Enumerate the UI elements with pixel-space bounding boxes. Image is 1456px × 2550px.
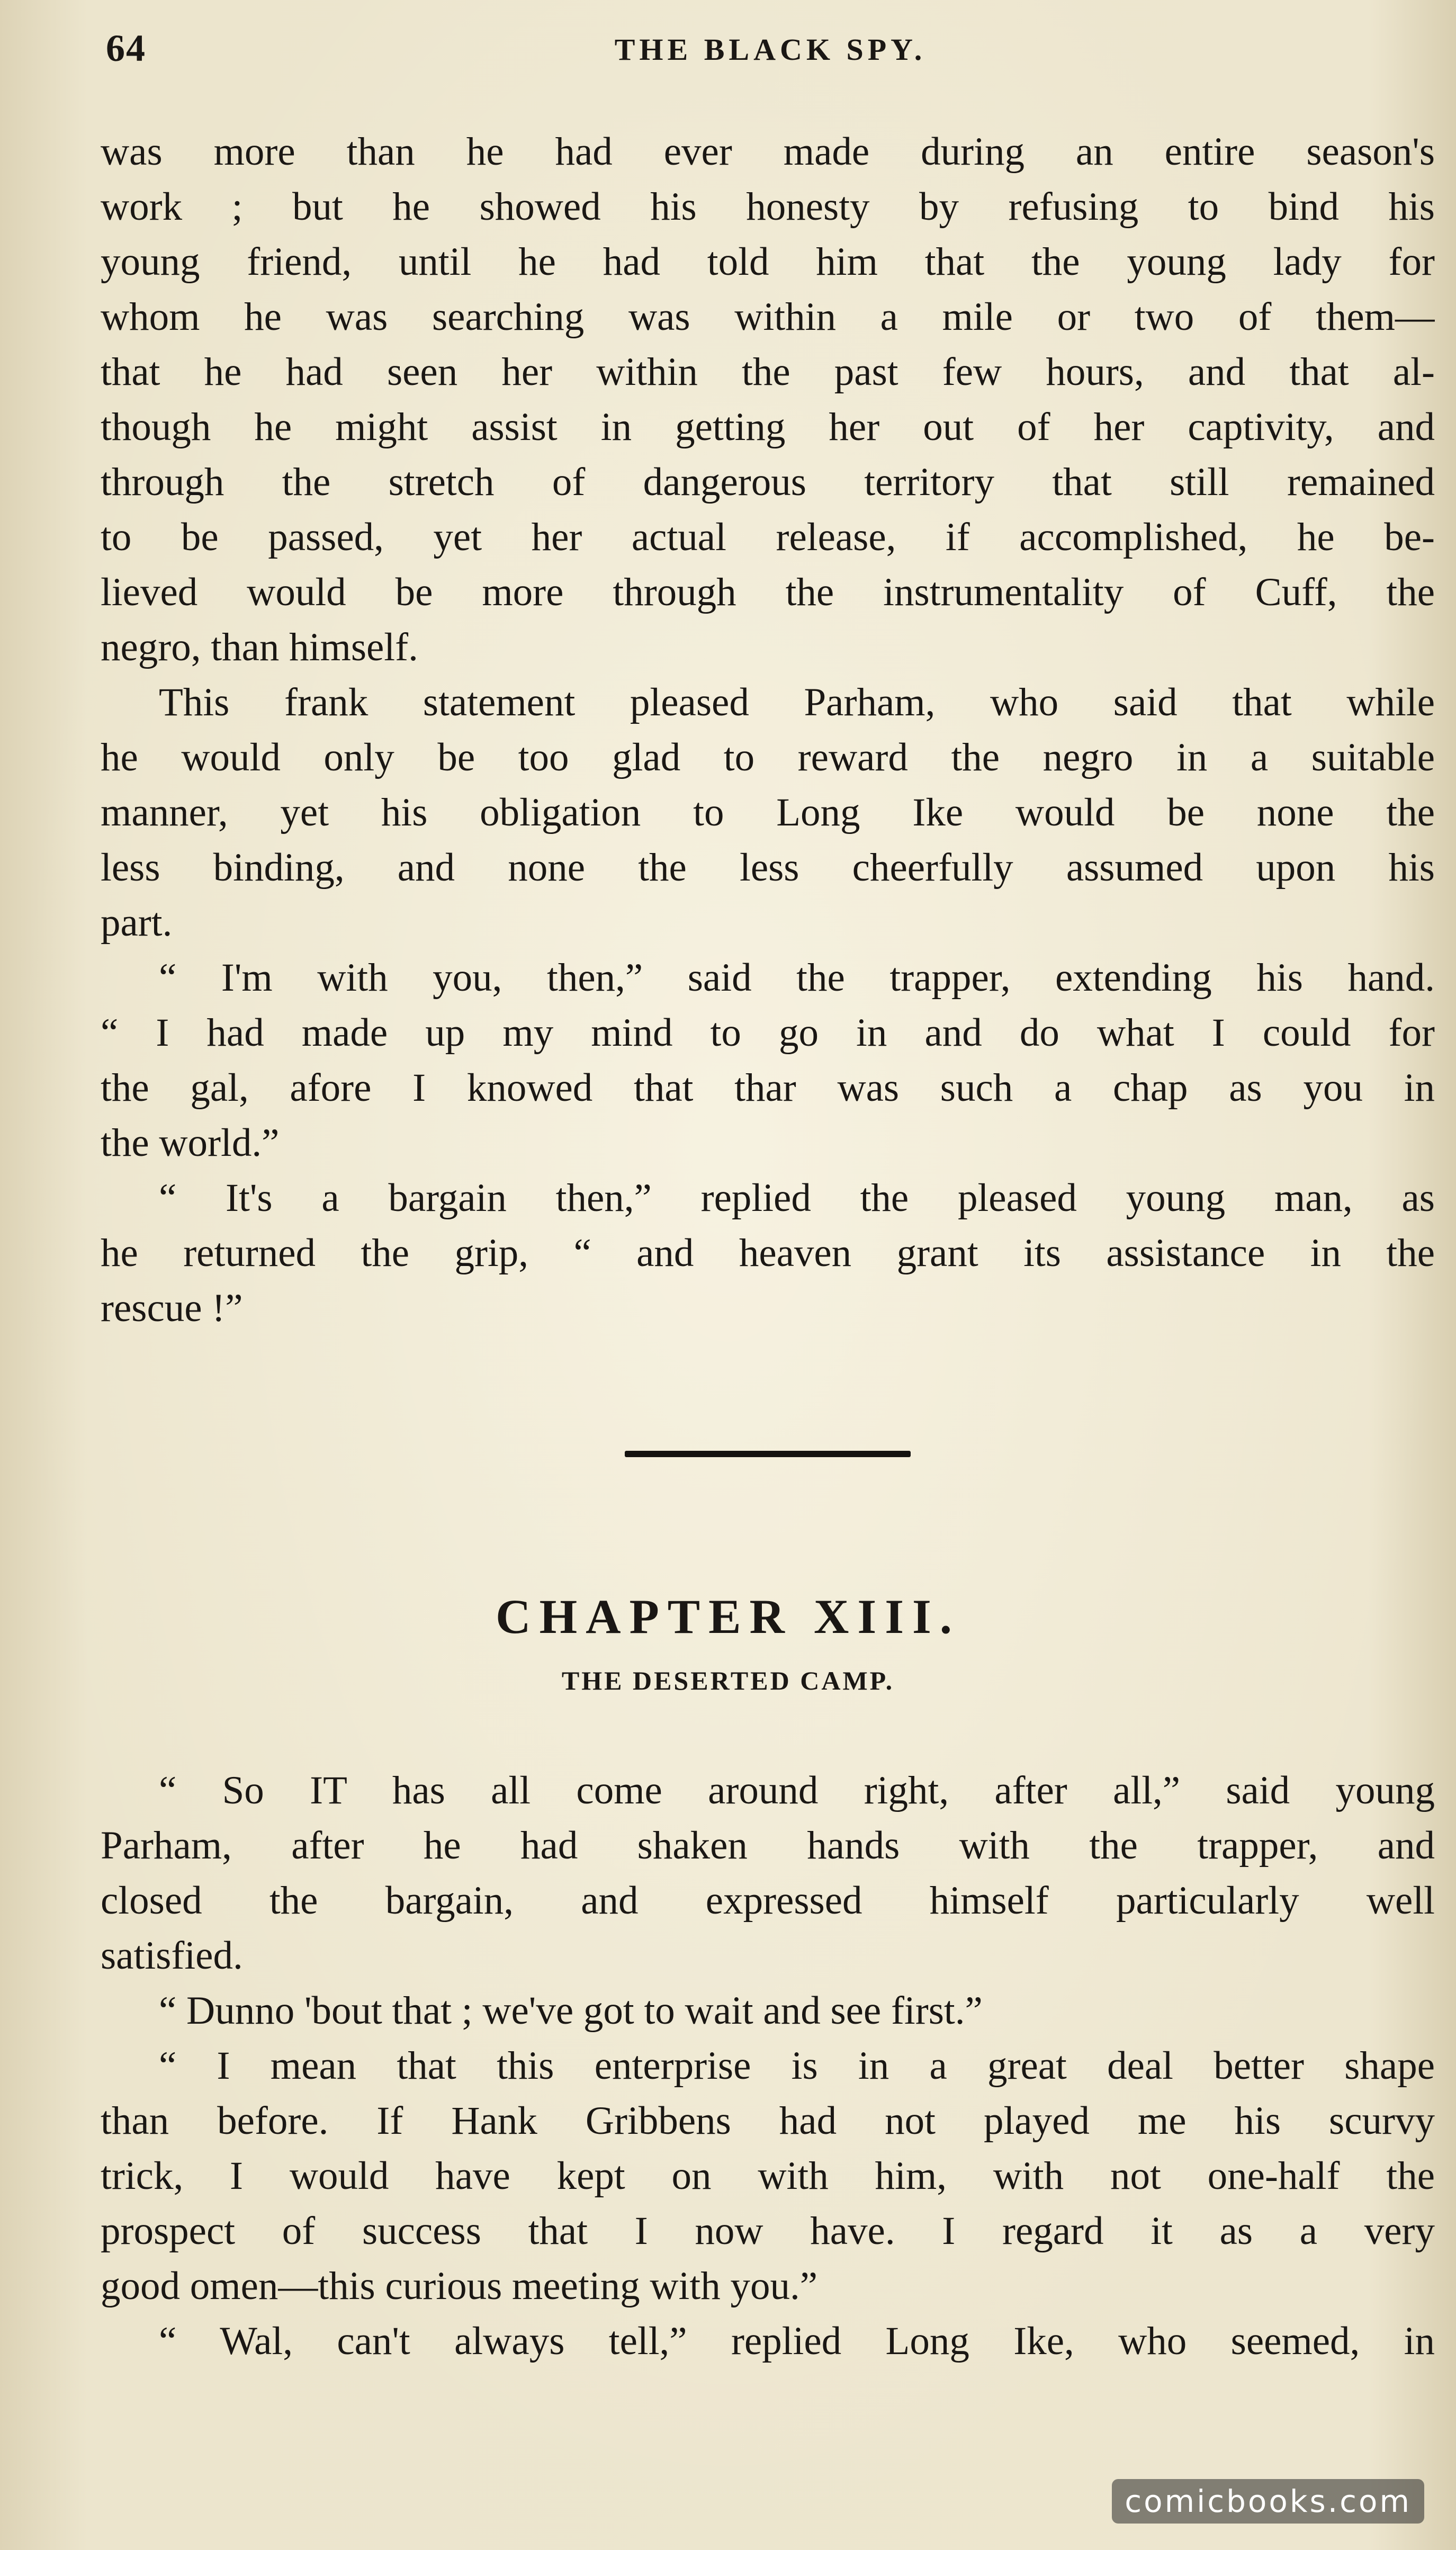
body-text-section-2 xyxy=(101,1763,1435,2369)
text-line: satisfied. xyxy=(101,1934,243,1978)
text-line: negro, than himself. xyxy=(101,625,418,669)
running-head: THE BLACK SPY. xyxy=(614,32,927,67)
page-header xyxy=(106,26,1435,85)
text-line: the gal, afore I knowed that thar was such a chap as you in xyxy=(101,1066,1435,1110)
text-line: work ; but he showed his honesty by refusing to bind his xyxy=(101,185,1435,229)
text-line: was more than he had ever made during an entire season's xyxy=(101,130,1435,174)
text-line: whom he was searching was within a mile or two of them— xyxy=(101,295,1435,339)
text-line: trick, I would have kept on with him, with not one-half the xyxy=(101,2154,1435,2198)
watermark: comicbooks.com xyxy=(1112,2479,1424,2524)
text-line: “ Wal, can't always tell,” replied Long Ike, who seemed, in xyxy=(159,2319,1435,2363)
text-line: “ Dunno 'bout that ; we've got to wait and see first.” xyxy=(159,1989,983,2033)
body-text-section-1 xyxy=(101,124,1435,1336)
text-line: that he had seen her within the past few hours, and that al- xyxy=(101,350,1435,394)
text-line: young friend, until he had told him that the young lady for xyxy=(101,240,1435,284)
text-line: This frank statement pleased Parham, who said that while xyxy=(159,680,1435,724)
text-line: than before. If Hank Gribbens had not played me his scurvy xyxy=(101,2099,1435,2143)
text-line: he returned the grip, “ and heaven grant its assistance in the xyxy=(101,1231,1435,1275)
text-line: he would only be too glad to reward the negro in a suitable xyxy=(101,735,1435,779)
text-line: through the stretch of dangerous territory that still remained xyxy=(101,460,1435,504)
chapter-title: CHAPTER XIII. xyxy=(496,1590,960,1644)
section-divider xyxy=(625,1451,911,1461)
text-line: part. xyxy=(101,901,173,945)
text-line: closed the bargain, and expressed himself particularly well xyxy=(101,1879,1435,1923)
text-line: “ I had made up my mind to go in and do what I could for xyxy=(101,1011,1435,1055)
text-line: Parham, after he had shaken hands with the trapper, and xyxy=(101,1824,1435,1867)
text-line: “ So IT has all come around right, after all,” said young xyxy=(159,1768,1435,1812)
text-line: the world.” xyxy=(101,1121,280,1165)
text-line: “ It's a bargain then,” replied the pleased young man, as xyxy=(159,1176,1435,1220)
text-line: rescue !” xyxy=(101,1286,243,1330)
text-line: manner, yet his obligation to Long Ike would be none the xyxy=(101,791,1435,834)
text-line: though he might assist in getting her out of her captivity, and xyxy=(101,405,1435,449)
text-line: good omen—this curious meeting with you.” xyxy=(101,2264,817,2308)
text-line: to be passed, yet her actual release, if accomplished, he be- xyxy=(101,515,1435,559)
text-line: prospect of success that I now have. I regard it as a very xyxy=(101,2209,1435,2253)
text-line: “ I mean that this enterprise is in a great deal better shape xyxy=(159,2044,1435,2088)
divider-rule xyxy=(625,1451,911,1457)
text-line: “ I'm with you, then,” said the trapper, extending his hand. xyxy=(159,956,1435,1000)
chapter-subtitle: THE DESERTED CAMP. xyxy=(561,1666,895,1695)
text-line: lieved would be more through the instrumentality of Cuff, the xyxy=(101,570,1435,614)
page-number: 64 xyxy=(106,27,146,69)
text-line: less binding, and none the less cheerfully assumed upon his xyxy=(101,846,1435,890)
